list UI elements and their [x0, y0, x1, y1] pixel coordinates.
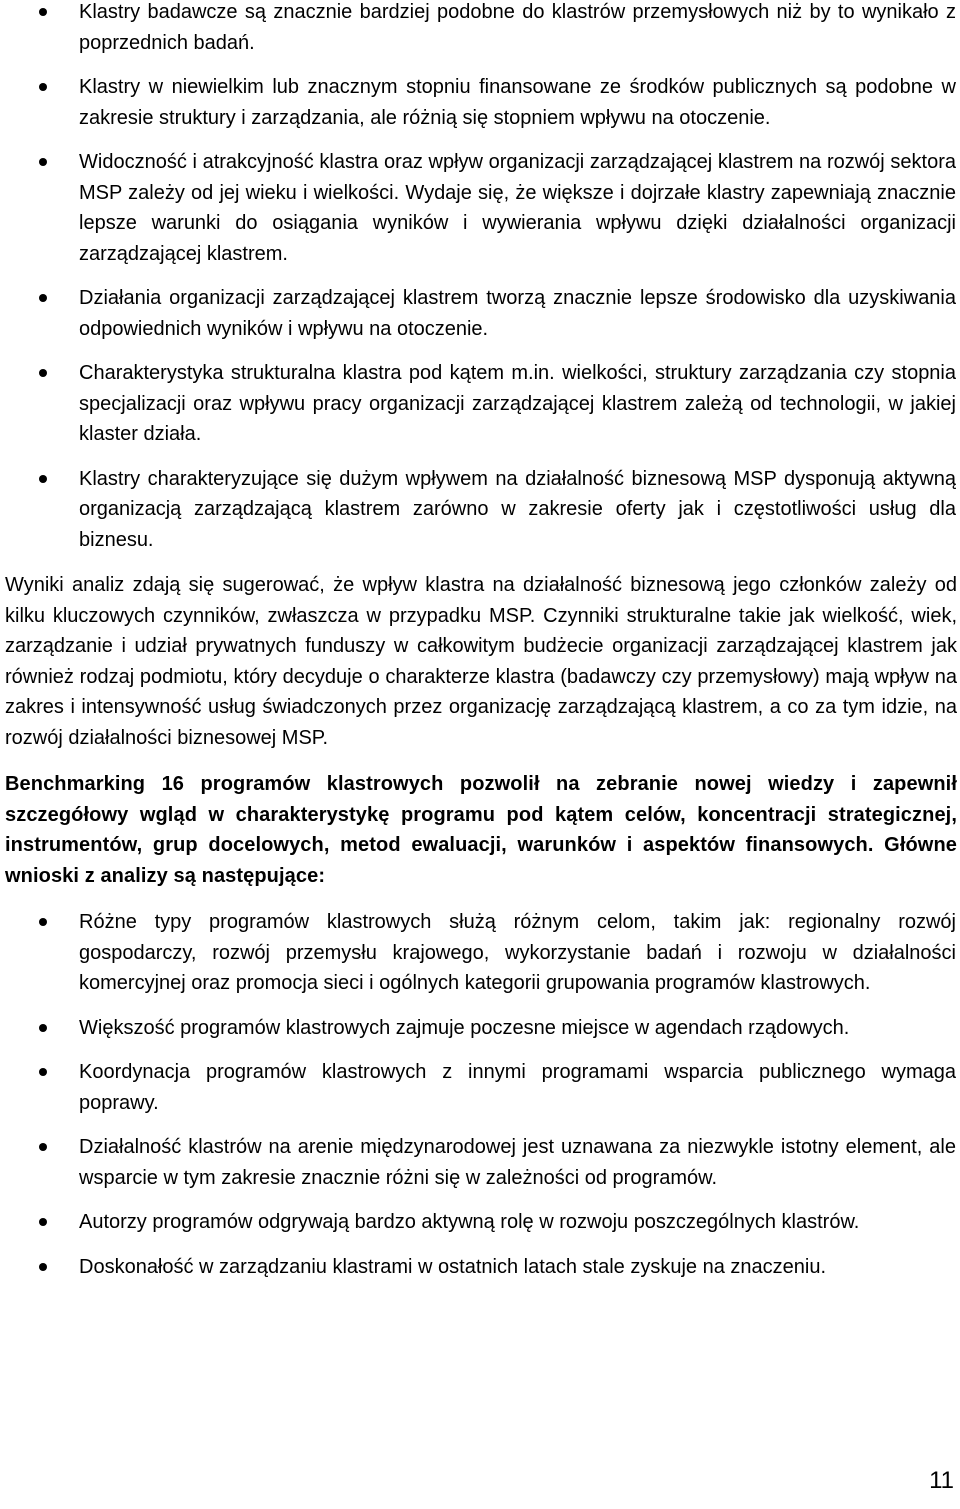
list-item-text: Działania organizacji zarządzającej klastrem tworzą znacznie lepsze środowisko dla uzyskiwania odpowiednich wyników i wpływu na otoczenie. — [79, 287, 956, 340]
page-number: 11 — [929, 1467, 954, 1494]
list-item — [0, 72, 960, 133]
bullet-icon — [39, 369, 47, 377]
list-item-text: Widoczność i atrakcyjność klastra oraz wpływ organizacji zarządzającej klastrem na rozwój sektora MSP zależy od jej wieku i wielkości. Wydaje się, że większe i dojrzałe klastry zapewniają znacznie lepsze warunki do osiągania wyników i wywierania wpływu dzięki działalności organizacji zarządzającej klastrem. — [79, 151, 956, 265]
list-item — [0, 1252, 960, 1283]
bullet-icon — [39, 8, 47, 16]
list-item-text: Klastry w niewielkim lub znacznym stopniu finansowane ze środków publicznych są podobne w zakresie struktury i zarządzania, ale różnią się stopniem wpływu na otoczenie. — [79, 76, 956, 129]
bullet-icon — [39, 1143, 47, 1151]
bullet-icon — [39, 475, 47, 483]
bullet-icon — [39, 1024, 47, 1032]
list-item — [0, 358, 960, 450]
list-item-text: Różne typy programów klastrowych służą różnym celom, takim jak: regionalny rozwój gospodarczy, rozwój przemysłu krajowego, wykorzystanie badań i rozwoju w działalności komercyjnej oraz promocja sieci i ogólnych kategorii grupowania programów klastrowych. — [79, 911, 956, 994]
list-item — [0, 283, 960, 344]
list-item-text: Autorzy programów odgrywają bardzo aktywną rolę w rozwoju poszczególnych klastrów. — [79, 1211, 860, 1233]
list-item — [0, 147, 960, 269]
list-item — [0, 464, 960, 556]
bullet-icon — [39, 1068, 47, 1076]
findings-list — [0, 0, 960, 555]
list-item-text: Charakterystyka strukturalna klastra pod kątem m.in. wielkości, struktury zarządzania czy stopnia specjalizacji oraz wpływu pracy organizacji zarządzającej klastrem zależą od technologii, w jakiej klaster działa. — [79, 362, 956, 445]
list-item — [0, 1013, 960, 1044]
analysis-paragraph: Wyniki analiz zdają się sugerować, że wpływ klastra na działalność biznesową jego członków zależy od kilku kluczowych czynników, zwłaszcza w przypadku MSP. Czynniki strukturalne takie jak wielkość, wiek, zarządzanie i udział prywatnych funduszy w całkowitym budżecie organizacji zarządzającej klastrem jak również rodzaj podmiotu, który decyduje o charakterze klastra (badawczy czy przemysłowy) mają wpływ na zakres i intensywność usług świadczonych przez organizację zarządzającą klastrem, a co za tym idzie, na rozwój działalności biznesowej MSP. — [5, 574, 957, 749]
list-item — [0, 907, 960, 999]
list-item-text: Działalność klastrów na arenie międzynarodowej jest uznawana za niezwykle istotny element, ale wsparcie w tym zakresie znacznie różni się w zależności od programów. — [79, 1136, 956, 1189]
bullet-icon — [39, 1263, 47, 1271]
bullet-icon — [39, 83, 47, 91]
list-item — [0, 1207, 960, 1238]
list-item — [0, 0, 960, 58]
benchmarking-paragraph: Benchmarking 16 programów klastrowych pozwolił na zebranie nowej wiedzy i zapewnił szczegółowy wgląd w charakterystykę programu pod kątem celów, koncentracji strategicznej, instrumentów, grup docelowych, metod ewaluacji, warunków i aspektów finansowych. Główne wnioski z analizy są następujące: — [5, 773, 957, 887]
list-item-text: Doskonałość w zarządzaniu klastrami w ostatnich latach stale zyskuje na znaczeniu. — [79, 1255, 827, 1278]
list-item-text: Większość programów klastrowych zajmuje poczesne miejsce w agendach rządowych. — [79, 1016, 850, 1039]
list-item — [0, 1057, 960, 1118]
list-item-text: Klastry badawcze są znacznie bardziej podobne do klastrów przemysłowych niż by to wynikało z poprzednich badań. — [79, 1, 956, 54]
conclusions-list — [0, 907, 960, 1282]
bullet-icon — [39, 1218, 47, 1226]
list-item-text: Koordynacja programów klastrowych z innymi programami wsparcia publicznego wymaga poprawy. — [79, 1061, 956, 1114]
bullet-icon — [39, 158, 47, 166]
bullet-icon — [39, 294, 47, 302]
list-item-text: Klastry charakteryzujące się dużym wpływem na działalność biznesową MSP dysponują aktywną organizacją zarządzającą klastrem zarówno w zakresie oferty jak i częstotliwości usług dla biznesu. — [79, 467, 956, 551]
list-item — [0, 1132, 960, 1193]
bullet-icon — [39, 918, 47, 926]
